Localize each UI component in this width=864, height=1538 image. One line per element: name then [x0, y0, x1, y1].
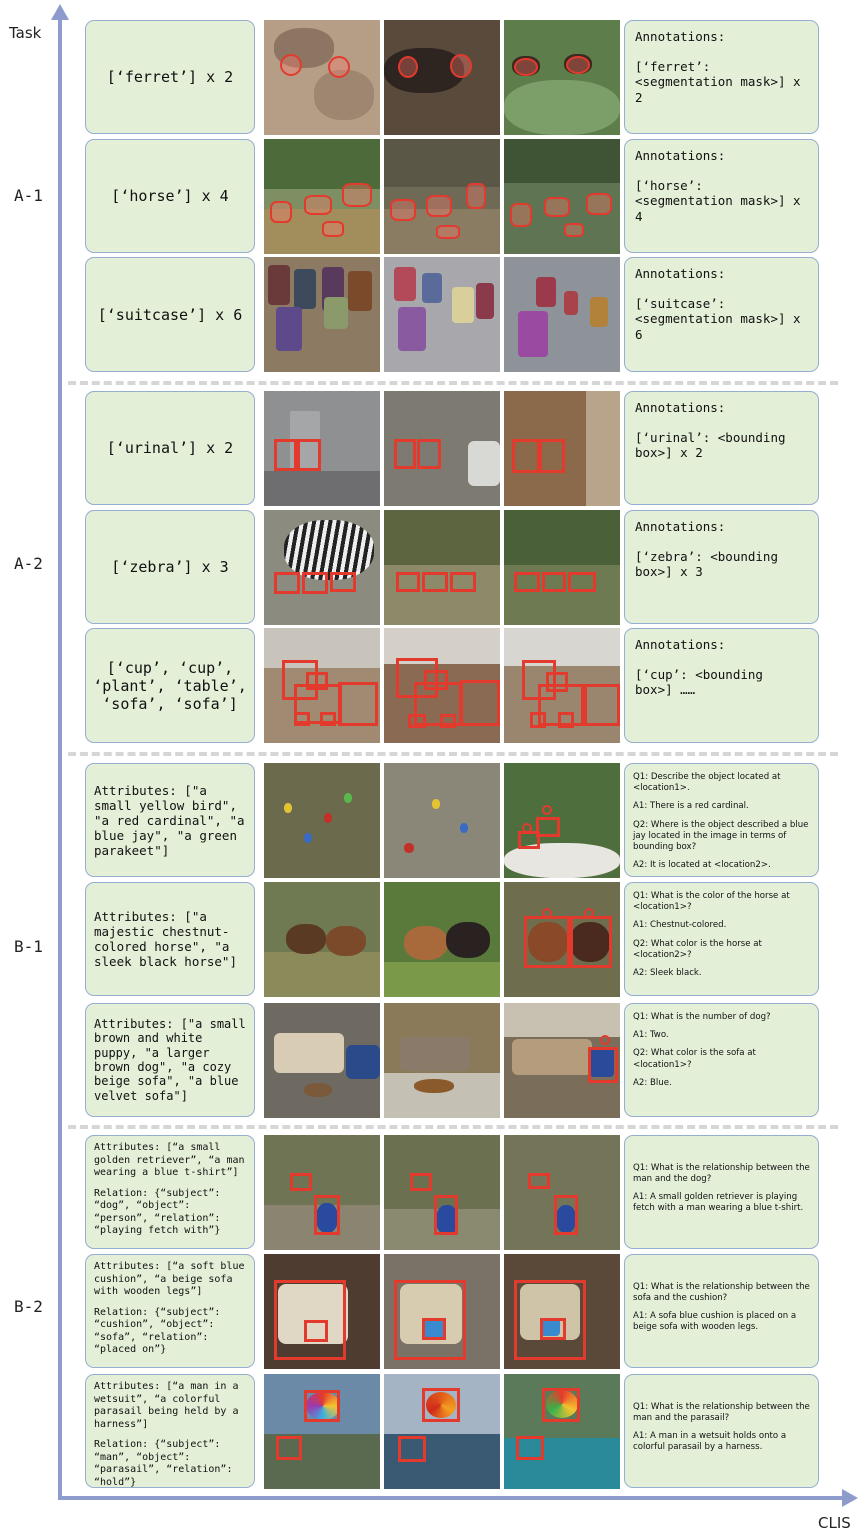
generated-image	[504, 1254, 620, 1369]
generated-image	[504, 882, 620, 997]
annotation-line: [‘horse’: <segmentation mask>] x 4	[635, 177, 801, 224]
qa-line: A1: There is a red cardinal.	[633, 801, 749, 812]
generated-image	[384, 1254, 500, 1369]
qa-line: A1: A sofa blue cushion is placed on a beige sofa with wooden legs.	[633, 1311, 797, 1333]
annotation-line: [‘urinal’: <bounding box>] x 2	[635, 429, 786, 461]
qa-line: Q1: What is the relationship between the sofa and the cushion?	[633, 1281, 810, 1303]
section-divider	[68, 381, 838, 385]
section-divider	[68, 1125, 838, 1129]
relation-label	[85, 1254, 255, 1368]
generated-image	[384, 257, 500, 372]
qa-line: Q1: Describe the object located at <location1>.	[633, 772, 781, 794]
generated-image	[384, 763, 500, 878]
task-label-b1: B-1	[14, 937, 43, 956]
generated-image	[504, 510, 620, 625]
generated-image	[384, 139, 500, 254]
generated-image	[264, 257, 380, 372]
qa-annotation-box	[624, 1254, 819, 1368]
category-label: [‘urinal’] x 2	[85, 391, 255, 505]
task-label-a1: A-1	[14, 186, 43, 205]
generated-image	[504, 1135, 620, 1250]
annotation-box	[624, 257, 819, 372]
generated-image	[504, 139, 620, 254]
generated-image	[384, 1135, 500, 1250]
qa-line: A1: A small golden retriever is playing fetch with a man wearing a blue t-shirt.	[633, 1192, 804, 1214]
generated-image	[264, 882, 380, 997]
generated-image	[504, 1003, 620, 1118]
relation-line: Relation: {“subject”: “man”, “object”: “parasail”, “relation”: “hold”}	[94, 1439, 233, 1488]
relation-label	[85, 1135, 255, 1249]
generated-image	[264, 1374, 380, 1489]
annotation-line: Annotations:	[635, 400, 726, 415]
qa-line: Q1: What is the relationship between the man and the parasail?	[633, 1401, 810, 1423]
qa-line: Q1: What is the color of the horse at <location1>?	[633, 891, 790, 913]
annotation-line: Annotations:	[635, 266, 726, 281]
relation-line: Attributes: [“a small golden retriever”, “a man wearing a blue t-shirt”]	[94, 1142, 245, 1178]
generated-image	[384, 1374, 500, 1489]
annotation-line: [‘ferret’: <segmentation mask>] x 2	[635, 58, 801, 105]
annotation-line: Annotations:	[635, 29, 726, 44]
generated-image	[384, 628, 500, 743]
generated-image	[264, 1003, 380, 1118]
generated-image	[504, 763, 620, 878]
attributes-label: Attributes: ["a small brown and white puppy, "a larger brown dog", "a cozy beige sofa", "a blue velvet sofa"]	[85, 1003, 255, 1117]
x-axis-arrow-icon	[842, 1489, 858, 1507]
y-axis	[58, 16, 62, 1498]
qa-annotation-box	[624, 882, 819, 996]
annotation-line: Annotations:	[635, 519, 726, 534]
generated-image	[264, 20, 380, 135]
generated-image	[504, 391, 620, 506]
qa-line: A2: It is located at <location2>.	[633, 860, 771, 871]
qa-annotation-box	[624, 763, 819, 877]
task-label-a2: A-2	[14, 554, 43, 573]
qa-line: A1: Two.	[633, 1030, 669, 1041]
category-label: [‘cup’, ‘cup’, ‘plant’, ‘table’, ‘sofa’, ‘sofa’]	[85, 628, 255, 743]
generated-image	[264, 510, 380, 625]
annotation-box	[624, 139, 819, 253]
section-divider	[68, 752, 838, 756]
y-axis-label: Task	[9, 24, 42, 42]
generated-image	[384, 882, 500, 997]
annotation-box	[624, 391, 819, 505]
qa-line: Q1: What is the relationship between the man and the dog?	[633, 1162, 810, 1184]
generated-image	[384, 391, 500, 506]
generated-image	[384, 510, 500, 625]
qa-line: A1: Chestnut-colored.	[633, 920, 727, 931]
qa-line: A2: Blue.	[633, 1077, 672, 1088]
annotation-line: Annotations:	[635, 637, 726, 652]
generated-image	[504, 20, 620, 135]
generated-image	[384, 1003, 500, 1118]
generated-image	[504, 257, 620, 372]
x-axis-label: CLIS	[818, 1514, 851, 1532]
qa-annotation-box	[624, 1003, 819, 1117]
generated-image	[504, 628, 620, 743]
qa-line: Q2: What color is the horse at <location2>?	[633, 938, 762, 960]
relation-line: Relation: {“subject”: “dog”, “object”: “person”, “relation”: “playing fetch with”}	[94, 1187, 221, 1236]
generated-image	[264, 628, 380, 743]
generated-image	[264, 1254, 380, 1369]
qa-line: Q2: Where is the object described a blue jay located in the image in terms of bounding box?	[633, 819, 809, 852]
qa-line: Q1: What is the number of dog?	[633, 1012, 771, 1022]
annotation-box	[624, 510, 819, 624]
category-label: [‘horse’] x 4	[85, 139, 255, 253]
qa-annotation-box	[624, 1135, 819, 1249]
attributes-label: Attributes: ["a small yellow bird", "a red cardinal", "a blue jay", "a green parakeet"]	[85, 763, 255, 877]
annotation-box	[624, 628, 819, 743]
qa-line: A1: A man in a wetsuit holds onto a colorful parasail by a harness.	[633, 1431, 787, 1453]
annotation-line: [‘cup’: <bounding box>] ……	[635, 666, 763, 698]
annotation-line: [‘suitcase’: <segmentation mask>] x 6	[635, 295, 801, 342]
generated-image	[384, 20, 500, 135]
generated-image	[264, 763, 380, 878]
x-axis	[58, 1496, 846, 1500]
relation-line: Relation: {“subject”: “cushion”, “object”: “sofa”, “relation”: “placed on”}	[94, 1306, 221, 1355]
relation-label	[85, 1374, 255, 1488]
y-axis-arrow-icon	[51, 4, 69, 20]
annotation-line: Annotations:	[635, 148, 726, 163]
generated-image	[264, 391, 380, 506]
qa-line: A2: Sleek black.	[633, 967, 702, 978]
relation-line: Attributes: [“a man in a wetsuit”, “a colorful parasail being held by a harness”]	[94, 1381, 239, 1430]
generated-image	[504, 1374, 620, 1489]
generated-image	[264, 1135, 380, 1250]
relation-line: Attributes: [“a soft blue cushion”, “a beige sofa with wooden legs”]	[94, 1261, 245, 1297]
qa-annotation-box	[624, 1374, 819, 1488]
annotation-box	[624, 20, 819, 134]
attributes-label: Attributes: ["a majestic chestnut-colored horse", "a sleek black horse"]	[85, 882, 255, 996]
task-label-b2: B-2	[14, 1297, 43, 1316]
annotation-line: [‘zebra’: <bounding box>] x 3	[635, 548, 778, 580]
generated-image	[264, 139, 380, 254]
category-label: [‘suitcase’] x 6	[85, 257, 255, 372]
qa-line: Q2: What color is the sofa at <location1>?	[633, 1048, 756, 1070]
category-label: [‘zebra’] x 3	[85, 510, 255, 624]
category-label: [‘ferret’] x 2	[85, 20, 255, 134]
